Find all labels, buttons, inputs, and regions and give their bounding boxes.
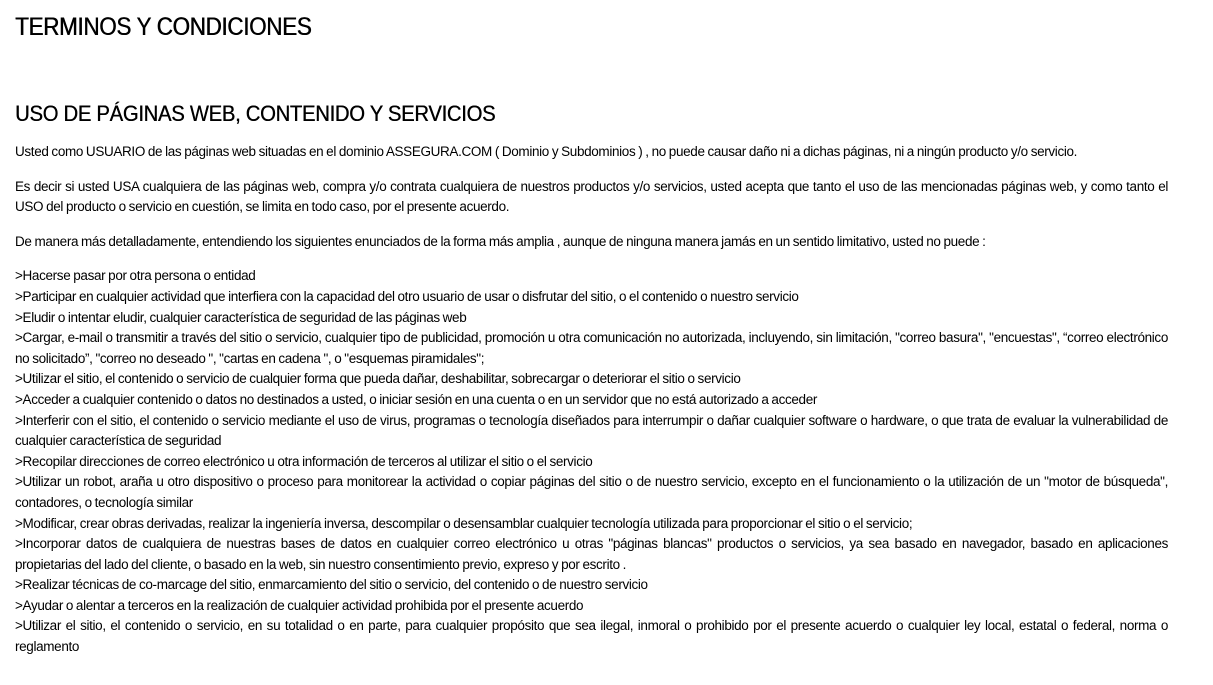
list-item: >Participar en cualquier actividad que interfiera con la capacidad del otro usuario de usar o disfrutar del sitio, o el contenido o nuestro servicio bbox=[15, 288, 799, 304]
list-item: >Realizar técnicas de co-marcage del sitio, enmarcamiento del sitio o servicio, del contenido o de nuestro servicio bbox=[15, 577, 648, 593]
acceptance-paragraph: Es decir si usted USA cualquiera de las páginas web, compra y/o contrata cualquiera de nuestros productos y/o servicios, usted acepta que tanto el uso de las mencionadas páginas web, y como tanto el USO del producto o servicio en cuestión, se limita en todo caso, por el presente acuerdo. bbox=[15, 178, 1168, 215]
terms-document bbox=[15, 0, 1168, 658]
list-item: >Interferir con el sitio, el contenido o servicio mediante el uso de virus, programas o tecnología diseñados para interrumpir o dañar cualquier software o hardware, o que trata de evaluar la vulnerabilidad de cualquier característica de seguridad bbox=[15, 412, 1168, 449]
list-item: >Hacerse pasar por otra persona o entidad bbox=[15, 268, 256, 284]
list-item: >Utilizar el sitio, el contenido o servicio de cualquier forma que pueda dañar, deshabilitar, sobrecargar o deteriorar el sitio o servicio bbox=[15, 371, 741, 387]
list-item: >Acceder a cualquier contenido o datos no destinados a usted, o iniciar sesión en una cuenta o en un servidor que no está autorizado a acceder bbox=[15, 391, 818, 407]
list-item: >Cargar, e-mail o transmitir a través del sitio o servicio, cualquier tipo de publicidad, promoción u otra comunicación no autorizada, incluyendo, sin limitación, "correo basura", "encuestas", “correo electrónico no solicitado”, "correo no deseado ", "cartas en cadena ", o "esquemas piramidales"; bbox=[15, 330, 1168, 366]
section-title: USO DE PÁGINAS WEB, CONTENIDO Y SERVICIOS bbox=[15, 101, 496, 126]
page-title: TERMINOS Y CONDICIONES bbox=[15, 13, 312, 41]
list-item: >Modificar, crear obras derivadas, realizar la ingeniería inversa, descompilar o desensamblar cualquier tecnología utilizada para proporcionar el sitio o el servicio; bbox=[15, 515, 913, 531]
prohibitions-list bbox=[15, 266, 1168, 657]
intro-paragraph: Usted como USUARIO de las páginas web situadas en el dominio ASSEGURA.COM ( Dominio y Subdominios ) , no puede causar daño ni a dichas páginas, ni a ningún producto y/o servicio. bbox=[15, 144, 1078, 159]
list-item: >Recopilar direcciones de correo electrónico u otra información de terceros al utilizar el sitio o el servicio bbox=[15, 453, 593, 469]
prohibitions-intro-paragraph: De manera más detalladamente, entendiendo los siguientes enunciados de la forma más amplia , aunque de ninguna manera jamás en un sentido limitativo, usted no puede : bbox=[15, 233, 986, 249]
list-item: >Ayudar o alentar a terceros en la realización de cualquier actividad prohibida por el presente acuerdo bbox=[15, 597, 584, 613]
list-item: >Utilizar un robot, araña u otro dispositivo o proceso para monitorear la actividad o copiar páginas del sitio o de nuestro servicio, excepto en el funcionamiento o la utilización de un "motor de búsqueda", contadores, o tecnología similar bbox=[15, 474, 1168, 510]
list-item: >Incorporar datos de cualquiera de nuestras bases de datos en cualquier correo electrónico u otras "páginas blancas" productos o servicios, ya sea basado en navegador, basado en aplicaciones propietarias del lado del cliente, o basado en la web, sin nuestro consentimiento previo, expreso y por escrito . bbox=[15, 536, 1168, 572]
list-item: >Utilizar el sitio, el contenido o servicio, en su totalidad o en parte, para cualquier propósito que sea ilegal, inmoral o prohibido por el presente acuerdo o cualquier ley local, estatal o federal, norma o reglamento bbox=[15, 618, 1168, 655]
list-item: >Eludir o intentar eludir, cualquier característica de seguridad de las páginas web bbox=[15, 309, 467, 325]
